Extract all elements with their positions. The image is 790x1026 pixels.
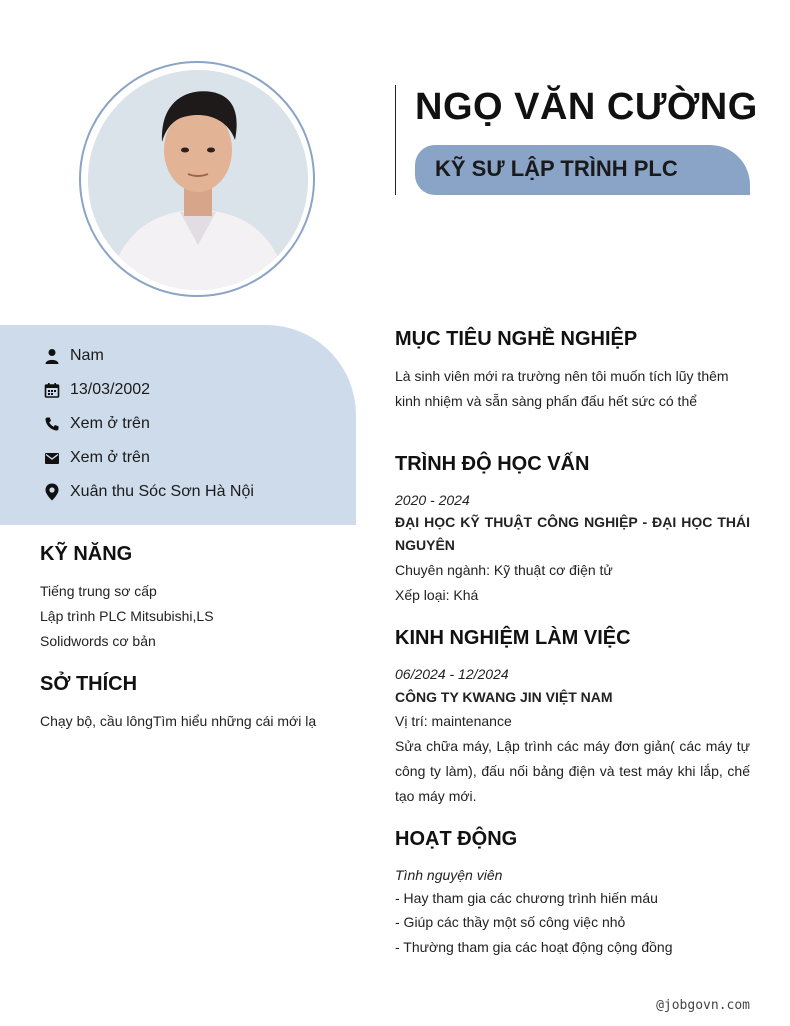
activities-heading: HOẠT ĐỘNG [395,828,518,850]
profile-photo [88,70,308,290]
skills-heading: KỸ NĂNG [40,543,133,565]
activity-item: - Hay tham gia các chương trình hiến máu [395,890,658,906]
experience-company: CÔNG TY KWANG JIN VIỆT NAM [395,689,613,705]
experience-position: Vị trí: maintenance [395,713,512,729]
phone-icon [42,414,62,434]
address-text: Xuân thu Sóc Sơn Hà Nội [70,483,254,500]
education-school: ĐẠI HỌC KỸ THUẬT CÔNG NGHIỆP - ĐẠI HỌC THÁI NGUYÊN [395,514,750,553]
candidate-name: NGỌ VĂN CƯỜNG [415,86,758,128]
education-major: Chuyên ngành: Kỹ thuật cơ điện tử [395,562,613,578]
experience-heading: KINH NGHIỆM LÀM VIỆC [395,627,631,649]
education-period: 2020 - 2024 [395,492,470,508]
hobbies-heading: SỞ THÍCH [40,673,138,695]
objective-line: Là sinh viên mới ra trường nên tôi muốn tích lũy thêm [395,368,729,384]
person-icon [42,346,62,366]
skill-item: Tiếng trung sơ cấp [40,583,157,599]
mail-icon [42,448,62,468]
contact-address [42,480,254,504]
experience-period: 06/2024 - 12/2024 [395,666,509,682]
job-title: KỸ SƯ LẬP TRÌNH PLC [435,156,678,181]
activities-role: Tình nguyện viên [395,867,503,883]
contact-phone [42,412,150,436]
contact-gender [42,344,104,368]
activity-item: - Thường tham gia các hoạt động cộng đồng [395,939,673,955]
watermark[interactable]: @jobgovn.com [656,998,750,1013]
contact-email [42,446,150,470]
objective-heading: MỤC TIÊU NGHỀ NGHIỆP [395,328,638,350]
birthday-text: 13/03/2002 [70,381,151,398]
education-grade: Xếp loại: Khá [395,587,479,603]
education-heading: TRÌNH ĐỘ HỌC VẤN [395,453,590,475]
gender-text: Nam [70,347,104,364]
phone-text: Xem ở trên [70,415,150,432]
location-pin-icon [42,482,62,502]
header-divider [395,85,396,195]
skill-item: Lập trình PLC Mitsubishi,LS [40,608,214,624]
skill-item: Solidwords cơ bản [40,633,156,649]
experience-description: Sửa chữa máy, Lập trình các máy đơn giản( các máy tự công ty làm), đấu nối bảng điện và test máy khi lắp, chế tạo máy mới. [395,738,750,804]
objective-line: kinh nhiệm và sẵn sàng phấn đấu hết sức có thể [395,393,698,409]
email-text: Xem ở trên [70,449,150,466]
calendar-icon [42,380,62,400]
contact-birthday [42,378,150,402]
hobbies-text: Chạy bộ, cầu lôngTìm hiểu những cái mới lạ [40,713,317,729]
avatar [88,70,308,290]
activity-item: - Giúp các thầy một số công việc nhỏ [395,914,626,930]
